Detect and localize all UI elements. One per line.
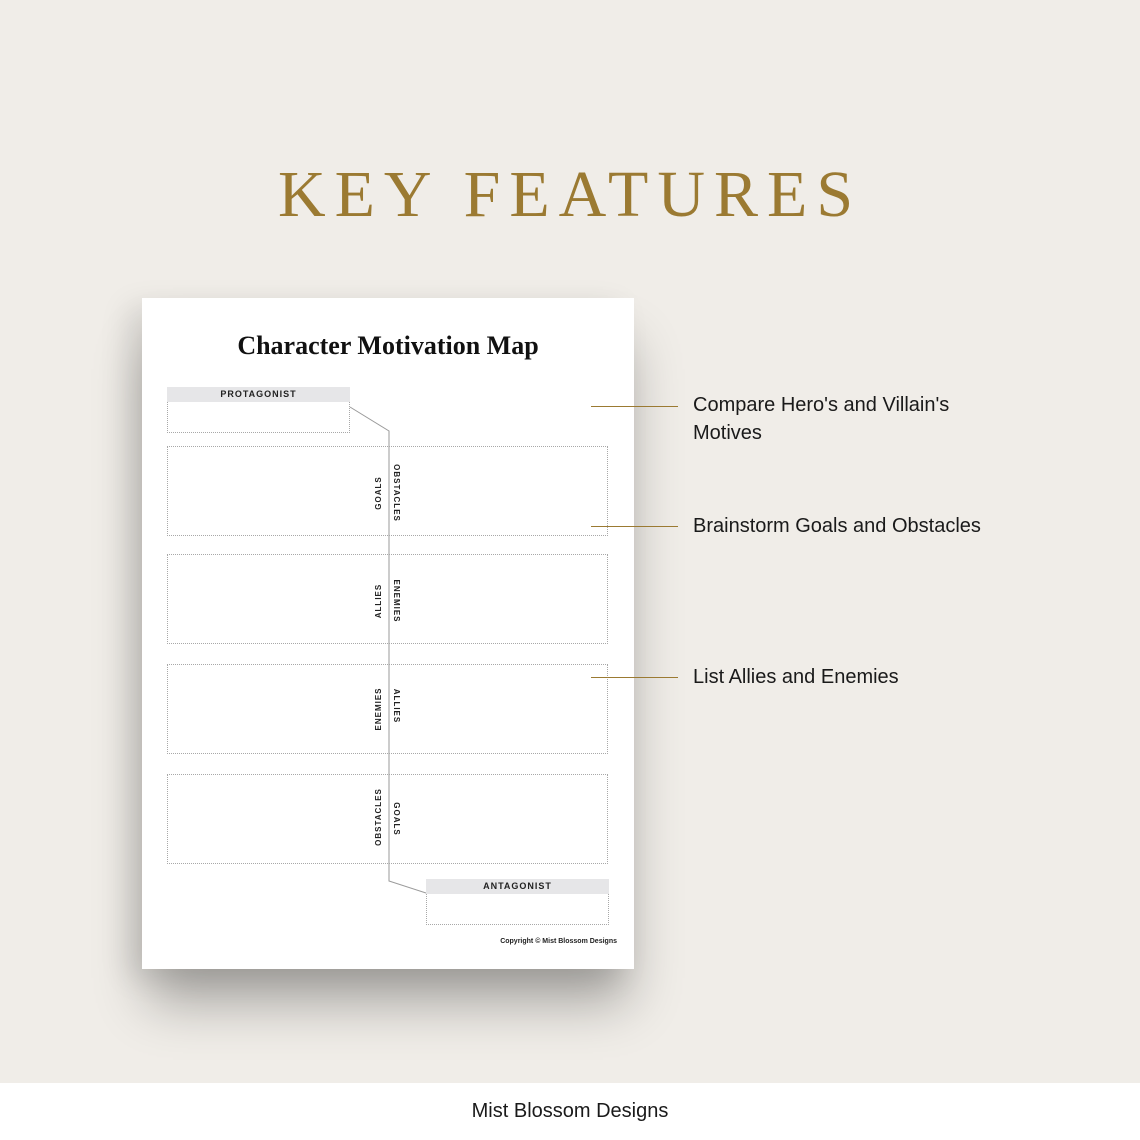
antagonist-label: ANTAGONIST — [426, 879, 609, 894]
feature-3: List Allies and Enemies — [693, 666, 899, 688]
protagonist-box — [167, 387, 350, 433]
feature-1: Compare Hero's and Villain's Motives — [693, 394, 950, 444]
footer-brand: Mist Blossom Designs — [471, 1100, 669, 1122]
row4-right-label: GOALS — [392, 802, 401, 836]
footer-bar — [0, 1083, 1140, 1140]
feature-1-leader — [591, 406, 678, 407]
headline: KEY FEATURES — [277, 158, 863, 231]
protagonist-label: PROTAGONIST — [167, 387, 350, 402]
feature-2-leader — [591, 526, 678, 527]
antagonist-box — [426, 879, 609, 925]
row-obstacles-goals — [167, 774, 608, 864]
row-allies-enemies — [167, 554, 608, 644]
row4-left-label: OBSTACLES — [374, 788, 383, 846]
row2-right-label: ENEMIES — [392, 579, 401, 623]
worksheet-preview — [142, 298, 634, 969]
row2-left-label: ALLIES — [374, 583, 383, 619]
row-enemies-allies — [167, 664, 608, 754]
worksheet-title: Character Motivation Map — [237, 331, 539, 360]
row3-left-label: ENEMIES — [374, 687, 383, 731]
row1-left-label: GOALS — [374, 476, 383, 510]
feature-2: Brainstorm Goals and Obstacles — [693, 515, 981, 537]
antagonist-field — [426, 894, 609, 925]
row-goals-obstacles — [167, 446, 608, 536]
row1-right-label: OBSTACLES — [392, 464, 401, 522]
feature-3-leader — [591, 677, 678, 678]
protagonist-field — [167, 402, 350, 433]
row3-right-label: ALLIES — [392, 688, 401, 724]
copyright: Copyright © Mist Blossom Designs — [500, 938, 617, 945]
